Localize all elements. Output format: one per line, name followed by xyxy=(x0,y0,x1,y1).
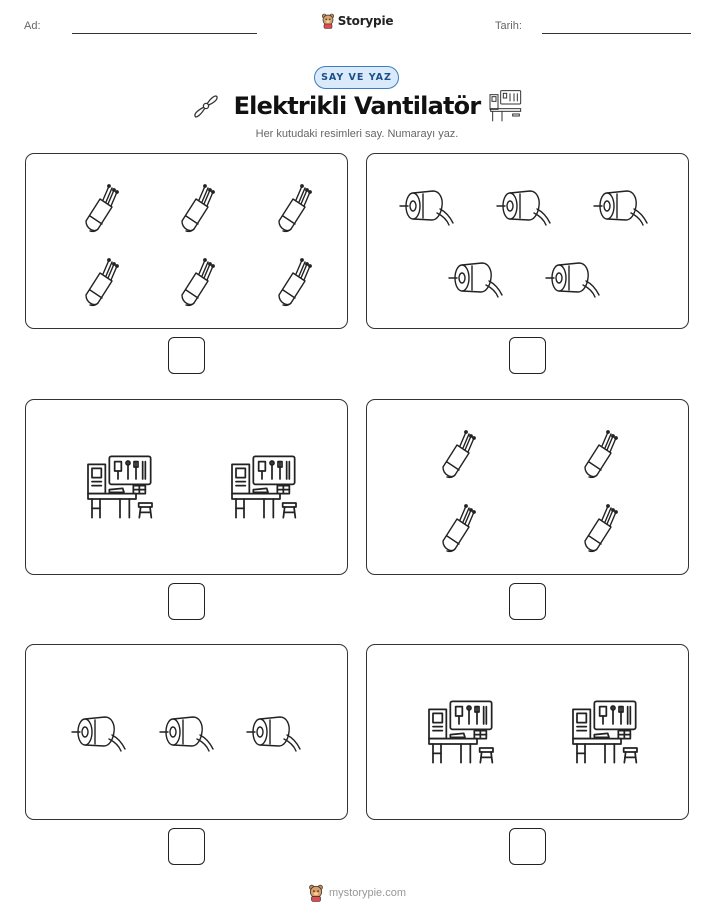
cable-icon xyxy=(271,252,321,313)
cable-icon xyxy=(577,424,627,485)
instruction-text: Her kutudaki resimleri say. Numarayı yaz. xyxy=(255,128,459,140)
cable-icon xyxy=(435,424,485,485)
workbench-icon xyxy=(427,700,495,769)
workbench-icon xyxy=(489,90,523,122)
name-line[interactable] xyxy=(72,33,257,34)
date-line[interactable] xyxy=(542,33,691,34)
counting-box-6 xyxy=(366,644,689,820)
workbench-icon xyxy=(571,700,639,769)
motor-icon xyxy=(159,711,215,758)
motor-icon xyxy=(448,257,504,304)
bear-icon xyxy=(308,884,324,902)
date-label: Tarih: xyxy=(495,20,522,32)
counting-box-3 xyxy=(25,399,348,575)
brand-logo xyxy=(0,13,714,29)
counting-box-2 xyxy=(366,153,689,329)
cable-icon xyxy=(174,252,224,313)
workbench-icon xyxy=(230,455,298,524)
counting-box-4 xyxy=(366,399,689,575)
answer-box-1[interactable] xyxy=(168,337,205,374)
bear-icon xyxy=(321,13,335,29)
cable-icon xyxy=(271,178,321,239)
cable-icon xyxy=(78,178,128,239)
brand-name: Storypie xyxy=(337,14,394,28)
cable-icon xyxy=(435,498,485,559)
motor-icon xyxy=(593,185,649,232)
answer-box-6[interactable] xyxy=(509,828,546,865)
answer-box-2[interactable] xyxy=(509,337,546,374)
workbench-icon xyxy=(86,455,154,524)
footer xyxy=(0,884,714,902)
activity-badge: SAY VE YAZ xyxy=(314,66,399,89)
motor-icon xyxy=(399,185,455,232)
footer-url: mystorypie.com xyxy=(328,887,407,899)
cable-icon xyxy=(174,178,224,239)
motor-icon xyxy=(246,711,302,758)
cable-icon xyxy=(78,252,128,313)
worksheet-title: Elektrikli Vantilatör xyxy=(233,92,481,120)
answer-box-4[interactable] xyxy=(509,583,546,620)
motor-icon xyxy=(71,711,127,758)
name-label: Ad: xyxy=(24,20,41,32)
motor-icon xyxy=(545,257,601,304)
answer-box-3[interactable] xyxy=(168,583,205,620)
motor-icon xyxy=(496,185,552,232)
cable-icon xyxy=(577,498,627,559)
answer-box-5[interactable] xyxy=(168,828,205,865)
